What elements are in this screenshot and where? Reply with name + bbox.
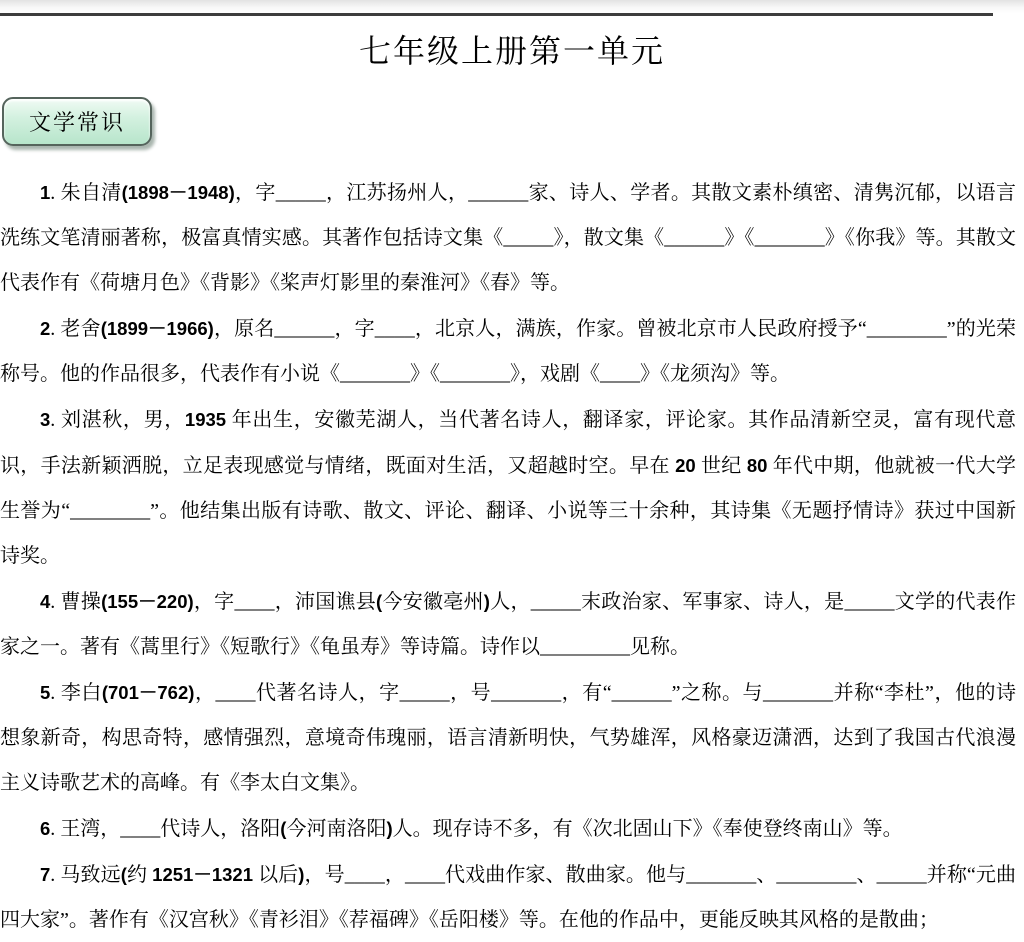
page-title: 七年级上册第一单元 — [358, 33, 665, 69]
question-paragraph-6: 6. 王湾，____代诗人，洛阳(今河南洛阳)人。现存诗不多，有《次北固山下》《奉使登终南山》等。 — [40, 818, 903, 840]
question-paragraph-2: 2. 老舍(1899－1966)，原名______，字____，北京人，满族，作家。曾被北京市人民政府授予“________”的光荣称号。他的作品很多，代表作有小说《_______》《_______》，戏剧《____》《龙须沟》等。 — [0, 318, 1016, 385]
question-paragraph-1: 1. 朱自清(1898－1948)，字_____，江苏扬州人，______家、诗人、学者。其散文素朴缜密、清隽沉郁，以语言洗练文笔清丽著称，极富真情实感。其著作包括诗文集《_____》，散文集《______》《_______》《你我》等。其散文代表作有《荷塘月色》《背影》《桨声灯影里的秦淮河》《春》等。 — [0, 182, 1017, 294]
question-paragraph-4: 4. 曹操(155－220)，字____，沛国谯县(今安徽亳州)人，_____末政治家、军事家、诗人，是_____文学的代表作家之一。著有《蒿里行》《短歌行》《龟虽寿》等诗篇。诗作以_________见称。 — [0, 591, 1017, 658]
page-border-line — [0, 13, 993, 16]
question-paragraph-7: 7. 马致远(约 1251－1321 以后)，号____，____代戏曲作家、散曲家。他与_______、________、_____并称“元曲四大家”。著作有《汉宫秋》《青衫泪》《荐福碑》《岳阳楼》等。在他的作品中，更能反映其风格的是散曲； — [0, 864, 1016, 931]
page-top-strip — [0, 0, 1024, 13]
section-badge-label: 文学常识 — [28, 110, 125, 135]
question-paragraph-3: 3. 刘湛秋，男，1935 年出生，安徽芜湖人，当代著名诗人，翻译家，评论家。其作品清新空灵，富有现代意识，手法新颖洒脱，立足表现感觉与情绪，既面对生活，又超越时空。早在 20 世纪 80 年代中期，他就被一代大学生誉为“________”。他结集出版有诗歌、散文、评论、翻译、小说等三十余种，其诗集《无题抒情诗》获过中国新诗奖。 — [0, 409, 1017, 567]
questions-section — [0, 170, 1016, 942]
section-badge — [2, 97, 152, 146]
question-paragraph-5: 5. 李白(701－762)，____代著名诗人，字_____，号_______，有“______”之称。与_______并称“李杜”，他的诗想象新奇，构思奇特，感情强烈，意境奇伟瑰丽，语言清新明快，气势雄浑，风格豪迈潇洒，达到了我国古代浪漫主义诗歌艺术的高峰。有《李太白文集》。 — [0, 682, 1016, 794]
